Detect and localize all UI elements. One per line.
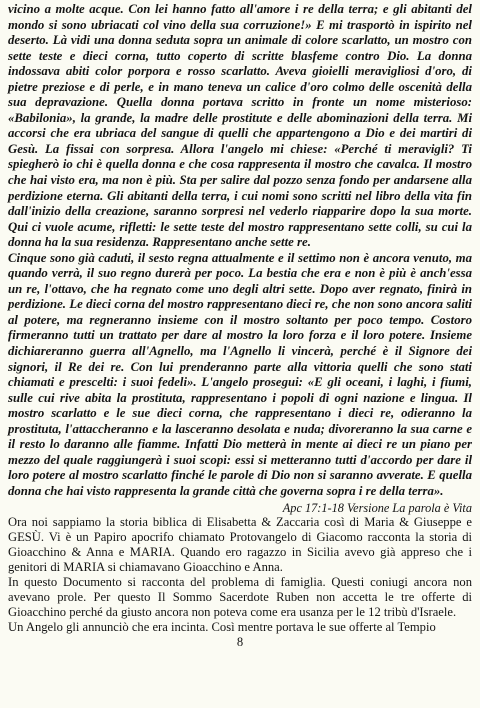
page-number: 8 <box>236 634 244 649</box>
body-paragraph-1: Ora noi sappiamo la storia biblica di Elisabetta & Zaccaria così di Maria & Giuseppe e GESÙ. Vi è un Papiro apocrifo chiamato Protovangelo di Giacomo racconta la storia di Gioacchino & Anna e MARIA. Quando ero ragazzo in Sicilia avevo già appreso che i genitori di MARIA si chiamavano Gioacchino e Anna. <box>8 514 472 574</box>
body-paragraph-3: Un Angelo gli annunciò che era incinta. Così mentre portava le sue offerte al Tempio <box>8 619 436 634</box>
body-paragraph-2: In questo Documento si racconta del problema di famiglia. Questi coniugi ancora non avevano prole. Per questo Il Sommo Sacerdote Ruben non accetta le tre offerte di Gioacchino perché da giusto ancora non poteva come era usanza per le 12 tribù d'Israele. <box>8 574 472 619</box>
scripture-paragraph-1: vicino a molte acque. Con lei hanno fatto all'amore i re della terra; e gli abitanti del mondo si sono ubriacati col vino della sua corruzione!» E mi trasportò in ispirito nel deserto. Là vidi una donna seduta sopra un animale di colore scarlatto, un mostro con sette teste e dieci corna, tutto coperto di scritte blasfeme contro Dio. La donna indossava abiti color porpora e rosso scarlatto. Aveva gioielli meravigliosi d'oro, di pietre preziose e di perle, e in mano teneva un calice d'oro colmo delle oscenità della sua depravazione. Quella donna portava scritto in fronte un nome misterioso: «Babilonia», la grande, la madre delle prostitute e delle abominazioni della terra. Mi accorsi che era ubriaca del sangue di quelli che appartengono a Dio e dei martiri di Gesù. La fissai con sorpresa. Allora l'angelo mi chiese: «Perché ti meravigli? Ti spiegherò io chi è quella donna e che cosa rappresenta il mostro che cavalca. Il mostro che hai visto era, ma non è più. Sta per salire dal pozzo senza fondo per andarsene alla perdizione eterna. Gli abitanti della terra, i cui nomi sono scritti nel libro della vita fin dall'inizio della creazione, saranno sorpresi nel vederlo riapparire dopo la sua morte. Qui ci vuole acume, rifletti: le sette teste del mostro rappresentano sette colli, su cui la donna ha la sua residenza. Rappresentano anche sette re. <box>8 2 472 250</box>
scripture-citation: Apc 17:1-18 Versione La parola è Vita <box>282 500 472 515</box>
scripture-paragraph-2: Cinque sono già caduti, il sesto regna attualmente e il settimo non è ancora venuto, ma quando verrà, il suo regno durerà per poco. La bestia che era e non è più è anch'essa un re, l'ottavo, che ha regnato come uno degli altri sette. Dopo aver regnato, finirà in perdizione. Le dieci corna del mostro rappresentano dieci re, che non sono ancora saliti al potere, ma regneranno insieme con il mostro soltanto per poco tempo. Costoro firmeranno tutti un trattato per dare al mostro la loro forza e il loro potere. Insieme dichiareranno guerra all'Agnello, ma l'Agnello li vincerà, perché è il Signore dei signori, il Re dei re. Con lui prenderanno parte alla vittoria quelli che sono stati chiamati e prescelti: i suoi fedeli». L'angelo prosegui: «E gli oceani, i laghi, i fiumi, sulle cui rive abita la prostituta, rappresentano i popoli di ogni nazione e lingua. Il mostro scarlatto e le sue dieci corna, che rappresentano i dieci re, odieranno la prostituta, l'attaccheranno e la lasceranno desolata e nuda; divoreranno la sua carne e il resto lo daranno alle fiamme. Infatti Dio metterà in mente ai dieci re un piano per mezzo del quale raggiungerà i suoi scopi: essi si metteranno tutti d'accordo per dare il loro potere al mostro scarlatto finché le parole di Dio non si saranno avverate. E quella donna che hai visto rappresenta la grande città che governa sopra i re della terra». <box>8 250 472 498</box>
